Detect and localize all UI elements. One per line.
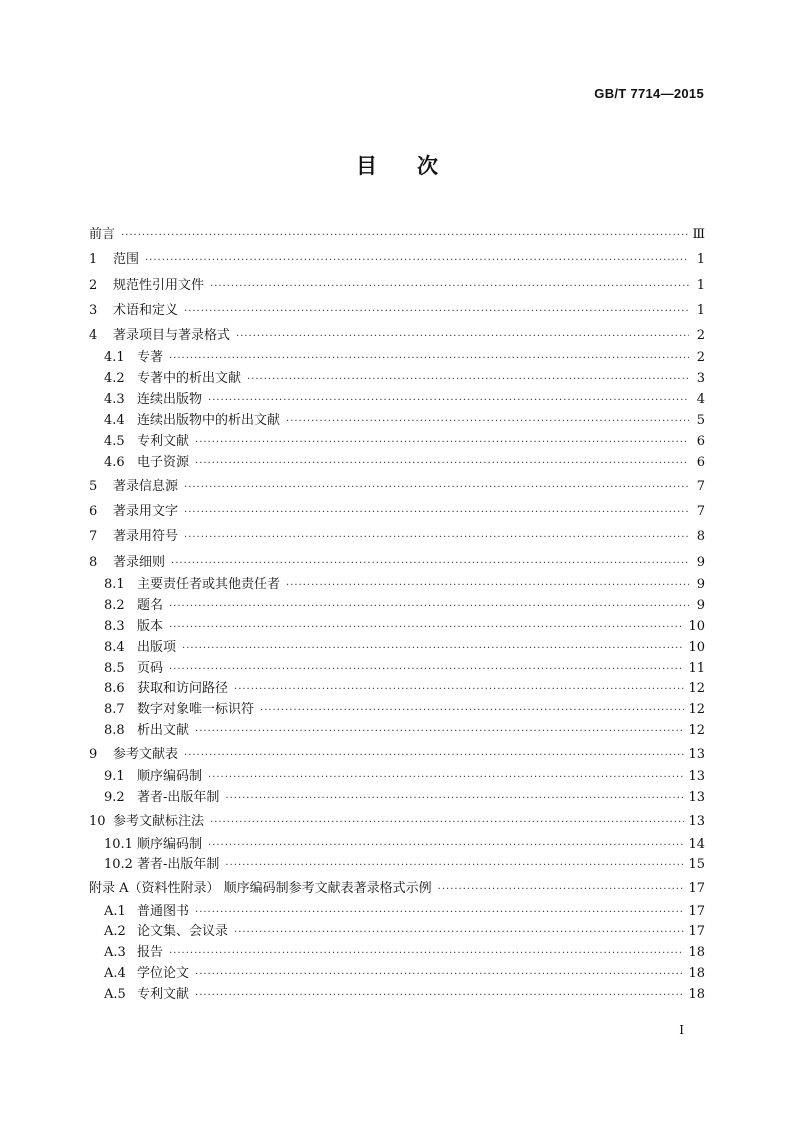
toc-leader-dots: [210, 274, 689, 299]
toc-entry[interactable]: [89, 835, 705, 856]
toc-entry-label: 普通图书: [137, 903, 190, 919]
toc-leader-dots: [169, 349, 689, 370]
toc-leader-dots: [195, 903, 684, 924]
toc-entry[interactable]: [89, 922, 705, 943]
toc-entry[interactable]: [89, 985, 705, 1006]
toc-entry-number: 8.7: [104, 702, 125, 718]
toc-entry-label: 著录细则: [113, 554, 166, 570]
toc-entry-label: 著者-出版年制: [137, 790, 220, 806]
toc-entry-label: 出版项: [137, 639, 177, 655]
toc-entry-number: 8.5: [104, 660, 125, 676]
toc-entry-label: 著录用文字: [113, 504, 179, 520]
toc-entry-number: 1: [89, 252, 98, 268]
toc-entry[interactable]: [89, 679, 705, 700]
toc-entry-page: 18: [688, 987, 705, 1003]
toc-entry[interactable]: [89, 390, 705, 411]
toc-entry-number: 4.5: [104, 434, 125, 450]
toc-entry-number: A.3: [104, 945, 126, 961]
title-char-1: 目: [356, 154, 377, 178]
toc-entry-number: 10.1: [104, 836, 133, 852]
toc-entry[interactable]: [89, 788, 705, 809]
toc-entry-label: 参考文献表: [113, 747, 179, 763]
toc-entry-label: 专著: [137, 350, 164, 366]
toc-entry-number: 4.1: [104, 350, 125, 366]
toc-entry-number: 7: [89, 529, 98, 545]
toc-entry-number: A.5: [104, 987, 126, 1003]
toc-entry[interactable]: [89, 596, 705, 617]
toc-leader-dots: [234, 923, 684, 944]
toc-entry-page: 13: [688, 769, 705, 785]
toc-leader-dots: [169, 618, 684, 639]
toc-leader-dots: [184, 743, 684, 768]
toc-leader-dots: [286, 576, 689, 597]
toc-entry-page: 13: [688, 790, 705, 806]
toc-entry-number: A.1: [104, 903, 126, 919]
toc-entry[interactable]: [89, 499, 705, 524]
toc-leader-dots: [260, 701, 684, 722]
toc-entry-number: 8.2: [104, 597, 125, 613]
toc-entry-label: 著录用符号: [113, 529, 179, 545]
toc-leader-dots: [247, 370, 689, 391]
toc-entry-number: 10: [89, 814, 106, 830]
toc-entry-page: 2: [696, 350, 705, 366]
toc-entry-label: 规范性引用文件: [113, 277, 205, 293]
toc-leader-dots: [225, 856, 684, 877]
toc-entry[interactable]: [89, 432, 705, 453]
toc-entry-label: 顺序编码制: [137, 769, 203, 785]
standard-code: GB/T 7714—2015: [594, 86, 704, 101]
toc-entry-page: 14: [688, 836, 705, 852]
toc-entry[interactable]: [89, 323, 705, 348]
toc-leader-dots: [208, 391, 689, 412]
toc-entry[interactable]: [89, 721, 705, 742]
toc-entry-number: 6: [89, 504, 98, 520]
toc-entry-label: 数字对象唯一标识符: [137, 702, 255, 718]
toc-entry-label: 电子资源: [137, 454, 190, 470]
toc-leader-dots: [234, 680, 684, 701]
toc-entry-page: 17: [688, 881, 705, 897]
toc-leader-dots: [182, 639, 684, 660]
toc-entry-label: 析出文献: [137, 723, 190, 739]
toc-entry[interactable]: [89, 298, 705, 323]
toc-entry-page: 1: [696, 302, 705, 318]
toc-entry-label: 题名: [137, 597, 164, 613]
toc-entry-label: 连续出版物: [137, 392, 203, 408]
toc-entry[interactable]: [89, 767, 705, 788]
toc-entry[interactable]: [89, 964, 705, 985]
toc-entry-label: 专著中的析出文献: [137, 371, 242, 387]
toc-entry-label: 著者-出版年制: [137, 857, 220, 873]
toc-entry-page: 6: [696, 434, 705, 450]
toc-entry-label: 论文集、会议录: [137, 924, 229, 940]
toc-entry[interactable]: [89, 453, 705, 474]
page-number: I: [679, 1023, 684, 1037]
toc-entry-number: 9.2: [104, 790, 125, 806]
toc-entry-label: 附录 A（资料性附录） 顺序编码制参考文献表著录格式示例: [89, 881, 432, 897]
toc-leader-dots: [184, 525, 689, 550]
toc-leader-dots: [184, 299, 689, 324]
toc-leader-dots: [169, 597, 689, 618]
toc-entry[interactable]: [89, 369, 705, 390]
toc-leader-dots: [169, 944, 684, 965]
toc-entry-label: 版本: [137, 618, 164, 634]
toc-leader-dots: [208, 768, 684, 789]
toc-entry-page: 8: [696, 529, 705, 545]
toc-entry-label: 获取和访问路径: [137, 681, 229, 697]
toc-leader-dots: [171, 551, 689, 576]
toc-entry-number: 3: [89, 302, 98, 318]
toc-leader-dots: [145, 248, 689, 273]
toc-entry[interactable]: [89, 411, 705, 432]
toc-entry-number: 9: [89, 747, 98, 763]
toc-entry-number: A.2: [104, 924, 126, 940]
toc-entry-page: 9: [696, 597, 705, 613]
toc-entry-page: 17: [688, 924, 705, 940]
toc-entry-page: 10: [688, 618, 705, 634]
toc-entry-page: 5: [696, 413, 705, 429]
toc-entry[interactable]: [89, 902, 705, 923]
toc-entry-page: 1: [696, 252, 705, 268]
toc-entry-page: 13: [688, 747, 705, 763]
toc-entry[interactable]: [89, 575, 705, 596]
toc-entry-page: 9: [696, 577, 705, 593]
toc-entry-number: 4.3: [104, 392, 125, 408]
toc-entry-number: 5: [89, 478, 98, 494]
toc-entry-page: 1: [696, 277, 705, 293]
toc-entry-label: 著录项目与著录格式: [113, 328, 231, 344]
toc-entry-number: 8.1: [104, 577, 125, 593]
toc-entry-page: 12: [688, 702, 705, 718]
toc-entry-label: 参考文献标注法: [113, 814, 205, 830]
table-of-contents: [89, 222, 705, 1006]
toc-entry-page: 2: [696, 328, 705, 344]
toc-entry-label: 范围: [113, 252, 140, 268]
toc-entry[interactable]: [89, 474, 705, 499]
toc-entry-number: 10.2: [104, 857, 133, 873]
toc-entry-number: 8: [89, 554, 98, 570]
toc-leader-dots: [208, 836, 684, 857]
toc-entry-page: 15: [688, 857, 705, 873]
toc-leader-dots: [169, 660, 684, 681]
toc-entry-label: 专利文献: [137, 434, 190, 450]
toc-entry[interactable]: [89, 809, 705, 834]
toc-leader-dots: [438, 877, 685, 902]
toc-entry-label: 前言: [89, 227, 116, 242]
toc-entry-page: 10: [688, 639, 705, 655]
toc-entry-page: 7: [696, 478, 705, 494]
toc-entry-number: 4: [89, 328, 98, 344]
toc-entry-page: 6: [696, 454, 705, 470]
toc-entry-number: A.4: [104, 966, 126, 982]
toc-leader-dots: [195, 433, 689, 454]
toc-entry[interactable]: [89, 659, 705, 680]
toc-entry-number: 9.1: [104, 769, 125, 785]
toc-entry[interactable]: [89, 742, 705, 767]
toc-entry-label: 连续出版物中的析出文献: [137, 413, 281, 429]
toc-leader-dots: [286, 412, 689, 433]
toc-leader-dots: [184, 500, 689, 525]
toc-entry[interactable]: [89, 617, 705, 638]
toc-entry-page: Ⅲ: [692, 227, 705, 242]
toc-leader-dots: [195, 454, 689, 475]
toc-entry[interactable]: [89, 876, 705, 901]
toc-entry[interactable]: [89, 222, 705, 247]
toc-entry-label: 顺序编码制: [137, 836, 203, 852]
toc-entry-label: 主要责任者或其他责任者: [137, 577, 281, 593]
toc-entry-page: 18: [688, 966, 705, 982]
toc-entry-number: 2: [89, 277, 98, 293]
toc-leader-dots: [184, 475, 689, 500]
toc-entry-label: 著录信息源: [113, 478, 179, 494]
toc-leader-dots: [121, 223, 688, 248]
toc-entry[interactable]: [89, 348, 705, 369]
toc-entry-number: 8.8: [104, 723, 125, 739]
toc-entry-number: 8.4: [104, 639, 125, 655]
toc-entry-label: 页码: [137, 660, 164, 676]
toc-entry[interactable]: [89, 524, 705, 549]
toc-entry-label: 专利文献: [137, 987, 190, 1003]
toc-entry-label: 学位论文: [137, 966, 190, 982]
toc-leader-dots: [195, 722, 684, 743]
toc-leader-dots: [210, 810, 684, 835]
toc-entry[interactable]: [89, 700, 705, 721]
toc-entry-page: 18: [688, 945, 705, 961]
toc-entry-page: 12: [688, 723, 705, 739]
toc-entry[interactable]: [89, 550, 705, 575]
toc-entry-page: 3: [696, 371, 705, 387]
toc-entry[interactable]: [89, 273, 705, 298]
toc-entry-number: 4.6: [104, 454, 125, 470]
toc-entry[interactable]: [89, 943, 705, 964]
toc-entry[interactable]: [89, 247, 705, 272]
toc-entry-number: 4.4: [104, 413, 125, 429]
toc-entry[interactable]: [89, 638, 705, 659]
toc-entry-page: 9: [696, 554, 705, 570]
toc-leader-dots: [195, 965, 684, 986]
title-char-2: 次: [417, 154, 438, 178]
toc-entry-page: 12: [688, 681, 705, 697]
toc-entry-number: 8.3: [104, 618, 125, 634]
toc-entry-label: 报告: [137, 945, 164, 961]
toc-entry-page: 4: [696, 392, 705, 408]
toc-leader-dots: [195, 986, 684, 1007]
toc-entry[interactable]: [89, 855, 705, 876]
toc-entry-number: 4.2: [104, 371, 125, 387]
toc-entry-number: 8.6: [104, 681, 125, 697]
toc-entry-page: 7: [696, 504, 705, 520]
toc-entry-page: 13: [688, 814, 705, 830]
toc-leader-dots: [236, 324, 689, 349]
page-title: [0, 150, 794, 180]
toc-entry-label: 术语和定义: [113, 302, 179, 318]
toc-entry-page: 17: [688, 903, 705, 919]
toc-leader-dots: [225, 789, 684, 810]
toc-entry-page: 11: [688, 660, 705, 676]
